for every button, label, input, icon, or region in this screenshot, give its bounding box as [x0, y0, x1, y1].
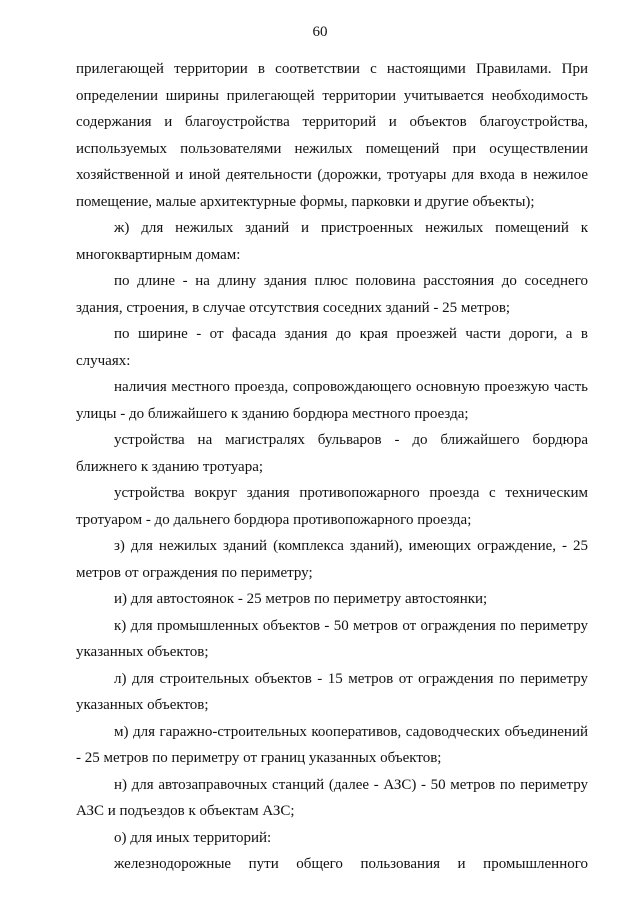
paragraph-local-passage: наличия местного проезда, сопровождающего основную проезжую часть улицы - до ближайшего к зданию бордюра местного проезда;: [76, 379, 588, 422]
paragraph-item-i: и) для автостоянок - 25 метров по периметру автостоянки;: [114, 591, 488, 607]
paragraph-continuation: прилегающей территории в соответствии с настоящими Правилами. При определении ширины прилегающей территории учитывается необходимость содержания и благоустройства территорий и объектов благоустройства, используемых пользователями нежилых помещений при осуществлении хозяйственной и иной деятельности (дорожки, тротуары для входа в нежилое помещение, малые архитектурные формы, парковки и другие объекты);: [76, 61, 588, 210]
paragraph-boulevards: устройства на магистралях бульваров - до ближайшего бордюра ближнего к зданию тротуара;: [76, 432, 588, 475]
paragraph-item-l: л) для строительных объектов - 15 метров от ограждения по периметру указанных объектов;: [76, 670, 588, 713]
paragraph-item-o: о) для иных территорий:: [114, 829, 272, 846]
paragraph-length-rule: по длине - на длину здания плюс половина расстояния до соседнего здания, строения, в случае отсутствия соседних зданий - 25 метров;: [76, 273, 588, 316]
paragraph-item-m: м) для гаражно-строительных кооперативов, садоводческих объединений - 25 метров по периметру от границ указанных объектов;: [76, 723, 588, 766]
document-body: [76, 56, 588, 878]
paragraph-width-rule: по ширине - от фасада здания до края проезжей части дороги, а в случаях:: [76, 326, 588, 369]
paragraph-item-k: к) для промышленных объектов - 50 метров от ограждения по периметру указанных объектов;: [76, 617, 588, 660]
paragraph-railways: железнодорожные пути общего пользования и промышленного: [114, 856, 588, 872]
page-number: 60: [312, 24, 328, 40]
paragraph-item-z: з) для нежилых зданий (комплекса зданий), имеющих ограждение, - 25 метров от ограждения по периметру;: [76, 538, 588, 581]
paragraph-fire-passage: устройства вокруг здания противопожарного проезда с техническим тротуаром - до дальнего бордюра противопожарного проезда;: [76, 485, 588, 528]
paragraph-item-n: н) для автозаправочных станций (далее - АЗС) - 50 метров по периметру АЗС и подъездов к объектам АЗС;: [76, 776, 588, 819]
paragraph-item-zh: ж) для нежилых зданий и пристроенных нежилых помещений к многоквартирным домам:: [76, 220, 588, 263]
